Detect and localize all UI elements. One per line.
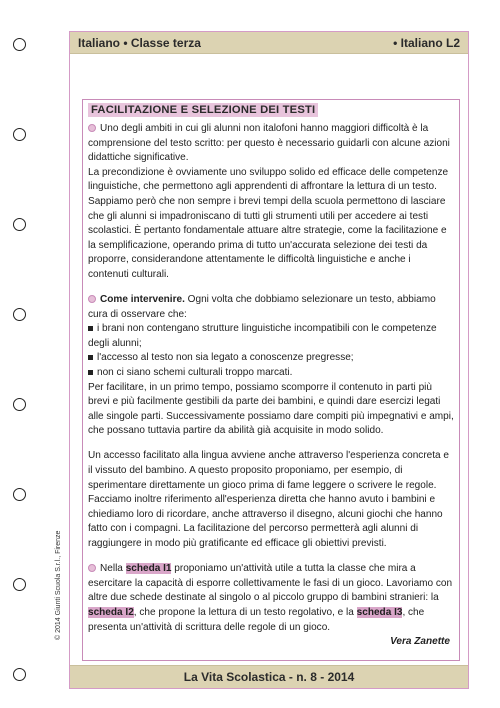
paragraph-facilitate: Per facilitare, in un primo tempo, possiamo scomporre il contenuto in parti più brevi e più facilmente gestibili da parte dei bambini, e quindi dare esercizi legati alle singole parti. Successivamente possiamo dare compiti più impegnativi e ampi, che possano tuttavia partire da abilità già acquisite in modo solido. (88, 381, 454, 437)
paragraph-intro: Uno degli ambiti in cui gli alunni non italofoni hanno maggiori difficoltà è la comprensione del testo scritto: per questo è necessario guidarli con alcune azioni didattiche significative. (88, 123, 450, 164)
binder-hole-3 (13, 218, 26, 231)
paragraph-worksheets: Nella scheda I1 proponiamo un'attività utile a tutta la classe che mira a esercitare la capacità di esporre collettivamente le fasi di un gioco. Lavoriamo con altre due schede destinate al singolo o al piccolo gruppo di bambini stranieri: la scheda I2, che propone la lettura di un testo regolativo, e la scheda I3, che presenta un'attività di scrittura delle regole di un gioco. (88, 563, 453, 633)
article-box (82, 99, 460, 661)
worksheet-ref: scheda I1 (125, 563, 172, 575)
footer-publication: La Vita Scolastica - n. 8 - 2014 (183, 670, 355, 684)
bullet-icon (88, 564, 96, 572)
list-item: non ci siano schemi culturali troppo marcati. (88, 366, 454, 381)
worksheet-ref: scheda I2 (88, 606, 134, 618)
copyright-notice: © 2014 Giunti Scuola S.r.l., Firenze (55, 530, 62, 640)
header-topic: • Italiano L2 (393, 35, 460, 50)
list-item: i brani non contengano strutture linguistiche incompatibili con le competenze degli alunni; (88, 323, 437, 349)
page (69, 31, 469, 689)
paragraph-precondition: La precondizione è ovviamente uno sviluppo solido ed efficace delle competenze linguistiche, che permettono agli apprendenti di affrontare la lettura di un testo. Sappiamo però che non sempre i brevi tempi della scuola permettono di lasciare che gli alunni si impadroniscano di tutti gli strumenti utili per accedere ai testi scolastici. È pertanto fondamentale attuare altre strategie, come la facilitazione e la semplificazione, operando prima di tutto un'accurata selezione dei testi da proporre, considerandone attentamente le difficoltà linguistiche e anche i contenuti culturali. (88, 166, 449, 280)
page-header (70, 32, 468, 54)
bullet-icon (88, 124, 96, 132)
paragraph-experience: Un accesso facilitato alla lingua avviene anche attraverso l'esperienza concreta e il vissuto del bambino. A questo proposito proponiamo, per esempio, di sperimentare direttamente un gioco prima di fame leggere o scrivere le regole. Facciamo inoltre riferimento all'esperienza diretta che hanno avuto i bambini e chiediamo loro di ricordare, anche attraverso il disegno, alcuni giochi che hanno fatto con i compagni. La facilitazione del percorso permetterà agli alunni di raggiungere in modo più gratificante ed efficace gli obiettivi previsti. (88, 450, 450, 550)
binder-hole-1 (13, 38, 26, 51)
binder-hole-4 (13, 308, 26, 321)
binder-hole-7 (13, 578, 26, 591)
header-subject: Italiano • Classe terza (78, 35, 201, 50)
binder-hole-8 (13, 668, 26, 681)
list-item: l'accesso al testo non sia legato a conoscenze pregresse; (88, 351, 454, 366)
page-footer (70, 665, 468, 688)
section-title: FACILITAZIONE E SELEZIONE DEI TESTI (88, 103, 318, 117)
binder-hole-2 (13, 128, 26, 141)
binder-hole-6 (13, 488, 26, 501)
square-bullet-icon (88, 326, 93, 331)
square-bullet-icon (88, 355, 93, 360)
author-name: Vera Zanette (390, 636, 450, 648)
paragraph-how-to: Come intervenire. Ogni volta che dobbiamo selezionare un testo, abbiamo cura di osservare che: (88, 294, 436, 320)
binder-hole-5 (13, 398, 26, 411)
article-content (88, 122, 454, 650)
bullet-icon (88, 295, 96, 303)
worksheet-ref: scheda I3 (356, 606, 403, 618)
square-bullet-icon (88, 370, 93, 375)
